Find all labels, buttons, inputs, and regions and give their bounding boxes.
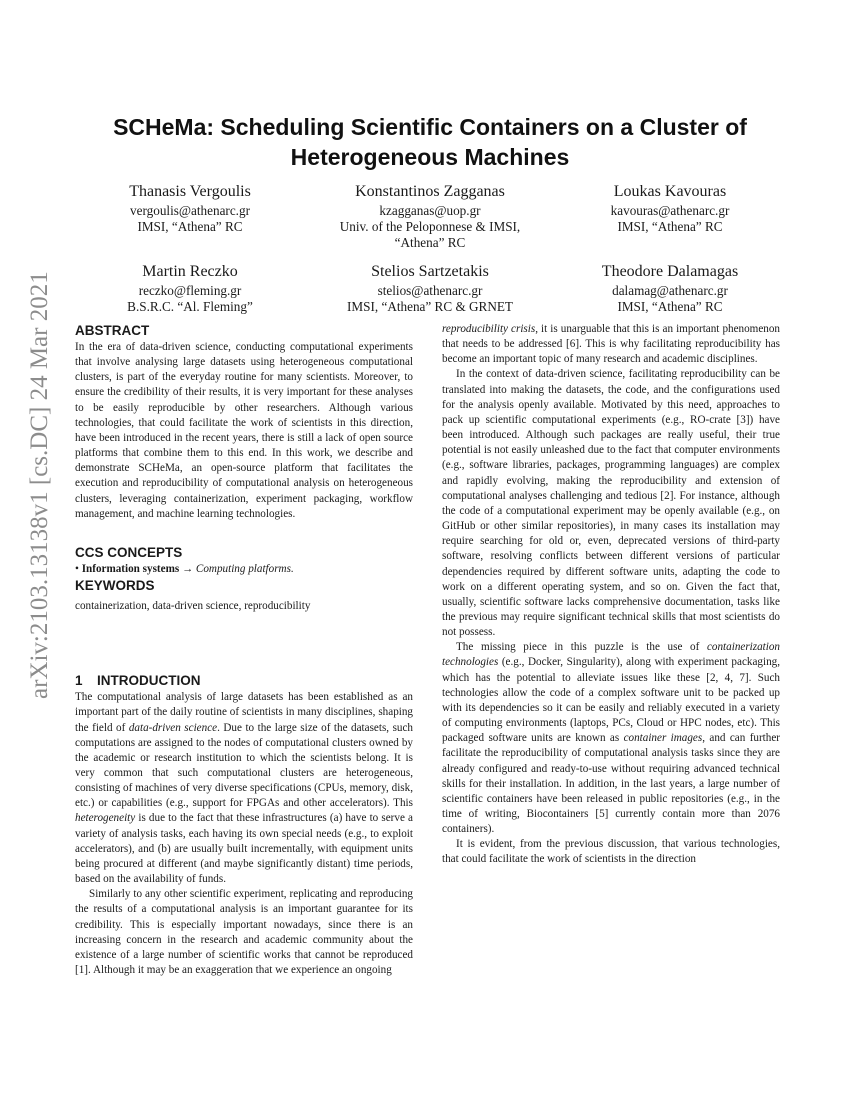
author-name: Martin Reczko [142,263,238,280]
author-3 [555,182,785,235]
ccs-sub: Computing platforms. [195,562,294,575]
text-run: , it is unarguable that this is an important phenomenon that needs to be addressed [6]. This is why facilitating reproducibility has become an important topic of many research and academic disciplines. [442,323,780,366]
keywords-heading: KEYWORDS [75,578,155,594]
intro-paragraph-1 [75,690,413,887]
abstract-text: In the era of data-driven science, conducting computational experiments that involve analysing large datasets using heterogeneous computational clusters, is part of the everyday routine for many scientists. Moreover, to ensure the credibility of their results, it is very important for these analyses to be easily reproducible by other researchers. Although various technologies, that could facilitate the work of scientists in this direction, have been introduced in the recent years, there is still a lack of open source platforms that combine them to this end. In this work, we describe and demonstrate SCHeMa, an open-source platform that facilitates the execution and reproducibility of computational analysis on heterogeneous clusters, leveraging containerization, experiment packaging, workflow management, and machine learning technologies. [75,341,413,520]
abstract-heading: ABSTRACT [75,323,150,338]
author-affiliation: IMSI, “Athena” RC & GRNET [347,299,513,314]
author-email: kavouras@athenarc.gr [610,203,730,218]
arrow-icon: → [181,562,194,575]
right-column [442,322,780,868]
section-heading [75,672,413,690]
arxiv-stamp: arXiv:2103.13138v1 [cs.DC] 24 Mar 2021 [26,271,53,699]
author-email: stelios@athenarc.gr [377,283,483,298]
left-column [75,322,413,978]
author-name: Loukas Kavouras [613,183,727,200]
text-run: is due to the fact that these infrastructures (a) have to serve a variety of analysis tasks, each having its own special needs (e.g., to exploit accelerators), and (b) are usually built incrementally, with equipment units being procured at different (and maybe significantly distant) time periods, based on the availability of funds. [75,812,413,886]
author-email: dalamag@athenarc.gr [612,283,728,298]
intro-paragraph-2-cont [442,322,780,367]
ccs-heading: CCS CONCEPTS [75,544,183,560]
author-name: Theodore Dalamagas [601,263,739,280]
author-email: kzagganas@uop.gr [379,203,481,218]
paper-title: SCHeMa: Scheduling Scientific Containers on a Cluster of Heterogeneous Machines [113,114,747,170]
author-affiliation: IMSI, “Athena” RC [137,219,243,234]
author-2 [315,182,545,251]
intro-paragraph-4 [442,640,780,837]
bullet: • [75,562,79,575]
author-email: reczko@fleming.gr [138,283,242,298]
emphasis: data-driven science [128,721,218,734]
emphasis: containerization technologies [442,641,780,669]
author-name: Stelios Sartzetakis [371,263,489,280]
section-title: INTRODUCTION [97,673,201,689]
ccs-main: Information systems [81,562,180,575]
author-email: vergoulis@athenarc.gr [130,203,250,218]
emphasis: heterogeneity [75,812,136,825]
emphasis: container images [623,732,703,745]
author-affiliation: B.S.R.C. “Al. Fleming” [127,299,253,314]
author-1 [75,182,305,235]
author-affiliation: Univ. of the Peloponnese & IMSI, “Athena” RC [339,219,521,250]
intro-paragraph-5: It is evident, from the previous discussion, that various technologies, that could facilitate the work of scientists in the direction [442,838,780,866]
text-run: The missing piece in this puzzle is the use of [456,641,707,654]
ccs-concepts [75,562,413,577]
text-run: , and can further facilitate the reproducibility of computational analysis tasks since they are already configured and ready-to-use without requiring advanced technical skills for their installation. In addition, in the last years, a large number of scientific containers have been released in public repositories (e.g., in the time of writing, Biocontainers [5] currently contain more than 2076 containers). [442,732,781,836]
section-number: 1 [75,673,83,689]
text-run: (e.g., Docker, Singularity), along with experiment packaging, which has the potential to alleviate issues like these [2, 4, 7]. Such technologies allow the code of a complex software unit to be packed up with its dependencies so it can be easily and reliably executed in a variety of computing environments (laptops, PCs, Cloud or HPC nodes, etc). This packaged software units are known as [442,656,780,745]
author-affiliation: IMSI, “Athena” RC [617,219,723,234]
author-affiliation: IMSI, “Athena” RC [617,299,723,314]
author-6 [555,262,785,315]
keywords-text: containerization, data-driven science, reproducibility [75,600,311,613]
author-name: Konstantinos Zagganas [355,183,505,200]
author-name: Thanasis Vergoulis [129,183,251,200]
intro-paragraph-2: Similarly to any other scientific experiment, replicating and reproducing the results of a computational analysis is an important guarantee for its credibility. This is especially important nowadays, since there is an increasing concern in the research and academic community about the existence of a large number of scientific works that cannot be reproduced [1]. Although it may be an exaggeration that we experience an ongoing [75,888,413,976]
text-run: The computational analysis of large datasets has been established as an important part of the daily routine of scientists in many disciplines, shaping the field of [75,691,413,734]
intro-paragraph-3: In the context of data-driven science, facilitating reproducibility can be translated into making the datasets, the code, and the configurations used for the analysis openly available. Motivated by this need, approaches to pack up scientific computational experiments (e.g., RO-crate [3]) have been introduced. Although such packages are really useful, their true potential is not easily unleashed due to the fact that computer environments (e.g., software libraries, packages, programming languages) are complex and rapidly evolving, making the reproducibility and extension of computational analyses challenging and tedious [2]. For instance, although the code of a computational experiment may be openly available (e.g., on GitHub or other similar repositories), in many cases its installation may require searching for old or, even, deprecated versions of third-party software, resolving conflicts between different versions of particular dependencies required by different software units, adapting the code to work on a different operating system, and so on. Given the fact that, usually, scientific software lacks comprehensive documentation, tasks like the previous may require significant technical skills that most scientists do not possess. [442,368,780,639]
text-run: . Due to the large size of the datasets, such computations are assigned to the nodes of computational clusters owned by the academic or research institution to which the scientists belong. It is very common that such computational clusters are heterogeneous, consisting of machines of very diverse specifications (CPUs, memory, disk, etc.) or capabilities (e.g., support for FPGAs and other accelerators). This [75,721,413,810]
author-5 [315,262,545,315]
author-4 [75,262,305,315]
emphasis: reproducibility crisis [442,323,536,335]
